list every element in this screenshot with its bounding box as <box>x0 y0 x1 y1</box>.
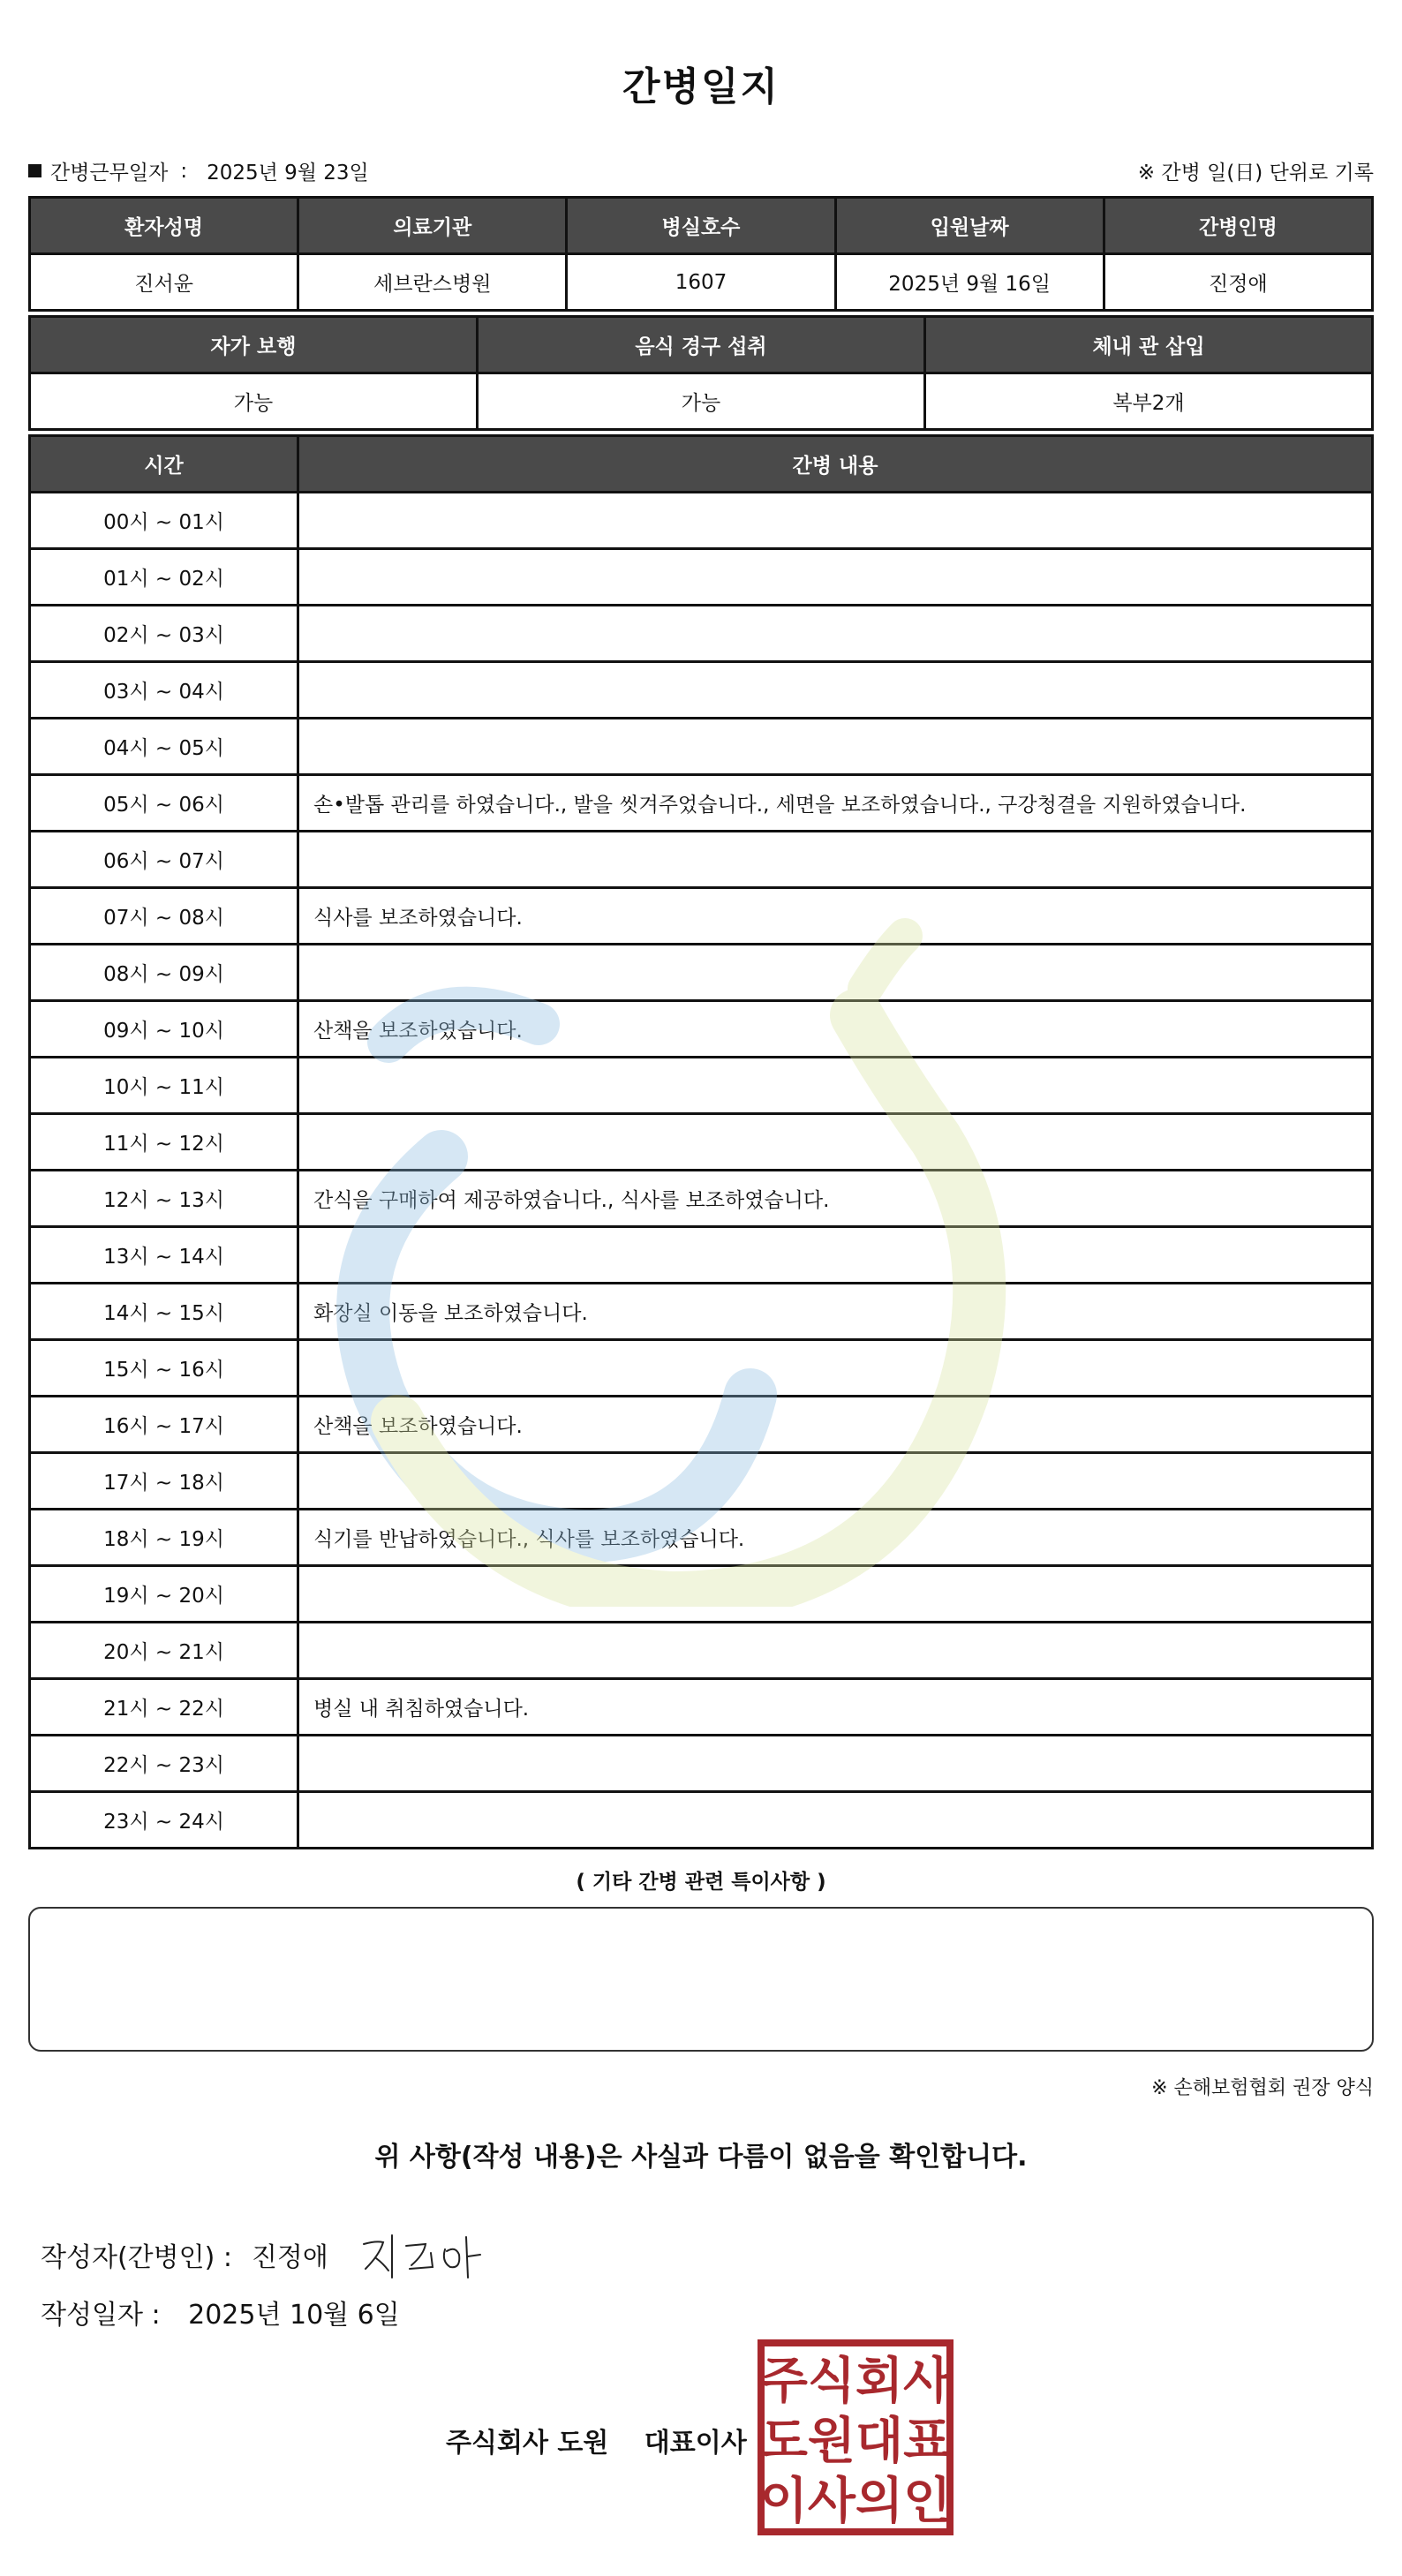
care-content: 손•발톱 관리를 하였습니다., 발을 씻겨주었습니다., 세면을 보조하였습니다., 구강청결을 지원하였습니다. <box>298 775 1373 832</box>
time-slot: 20시 ~ 21시 <box>30 1623 298 1679</box>
time-slot: 22시 ~ 23시 <box>30 1736 298 1792</box>
header-patient-name: 환자성명 <box>30 198 298 254</box>
writer-row <box>41 2228 507 2281</box>
time-slot: 16시 ~ 17시 <box>30 1397 298 1453</box>
care-content <box>298 1736 1373 1792</box>
patient-info-table <box>28 196 1374 312</box>
time-slot: 07시 ~ 08시 <box>30 888 298 945</box>
care-content <box>298 1623 1373 1679</box>
time-slot: 05시 ~ 06시 <box>30 775 298 832</box>
caregiver-name: 진정애 <box>1104 254 1372 311</box>
care-content <box>298 606 1373 662</box>
table-row <box>30 493 1373 549</box>
header-care-content: 간병 내용 <box>298 436 1373 493</box>
duty-date-value: 2025년 9월 23일 <box>207 162 369 185</box>
table-row <box>30 1171 1373 1227</box>
care-content <box>298 493 1373 549</box>
table-row <box>30 888 1373 945</box>
care-content <box>298 1227 1373 1284</box>
table-row <box>30 662 1373 719</box>
patient-header-row <box>30 198 1373 254</box>
time-slot: 11시 ~ 12시 <box>30 1114 298 1171</box>
svg-text:주식회사: 주식회사 <box>759 2353 952 2410</box>
time-slot: 02시 ~ 03시 <box>30 606 298 662</box>
company-seal-icon <box>758 2339 954 2535</box>
duty-date-label: 간병근무일자 <box>50 162 169 185</box>
log-body <box>30 493 1373 1849</box>
time-slot: 14시 ~ 15시 <box>30 1284 298 1340</box>
time-slot: 06시 ~ 07시 <box>30 832 298 888</box>
care-content: 병실 내 취침하였습니다. <box>298 1679 1373 1736</box>
duty-date-row <box>28 156 369 185</box>
status-value-row <box>30 373 1373 430</box>
header-oral-intake: 음식 경구 섭취 <box>478 317 925 373</box>
care-content <box>298 1114 1373 1171</box>
table-row <box>30 1227 1373 1284</box>
square-bullet-icon <box>28 164 41 177</box>
time-slot: 12시 ~ 13시 <box>30 1171 298 1227</box>
table-row <box>30 1340 1373 1397</box>
care-content <box>298 1340 1373 1397</box>
header-tube-insertion: 체내 관 삽입 <box>925 317 1373 373</box>
unit-note: ※ 간병 일(日) 단위로 기록 <box>1137 162 1374 185</box>
care-content <box>298 832 1373 888</box>
svg-text:도원대표: 도원대표 <box>759 2413 952 2470</box>
svg-text:이사의인: 이사의인 <box>759 2473 952 2530</box>
table-row <box>30 1001 1373 1058</box>
care-content: 간식을 구매하여 제공하였습니다., 식사를 보조하였습니다. <box>298 1171 1373 1227</box>
care-content: 식사를 보조하였습니다. <box>298 888 1373 945</box>
patient-name: 진서윤 <box>30 254 298 311</box>
patient-value-row <box>30 254 1373 311</box>
care-content: 화장실 이동을 보조하였습니다. <box>298 1284 1373 1340</box>
log-header-row <box>30 436 1373 493</box>
table-row <box>30 1623 1373 1679</box>
care-content <box>298 1453 1373 1510</box>
time-slot: 09시 ~ 10시 <box>30 1001 298 1058</box>
time-slot: 13시 ~ 14시 <box>30 1227 298 1284</box>
header-caregiver-name: 간병인명 <box>1104 198 1372 254</box>
table-row <box>30 1453 1373 1510</box>
room-number: 1607 <box>567 254 835 311</box>
confirmation-statement: 위 사항(작성 내용)은 사실과 다름이 없음을 확인합니다. <box>374 2142 1028 2173</box>
table-row <box>30 1736 1373 1792</box>
table-row <box>30 1058 1373 1114</box>
time-slot: 04시 ~ 05시 <box>30 719 298 775</box>
time-slot: 19시 ~ 20시 <box>30 1566 298 1623</box>
notes-box <box>28 1907 1374 2052</box>
table-row <box>30 832 1373 888</box>
walking-status: 가능 <box>30 373 478 430</box>
company-name: 주식회사 도원 <box>446 2428 609 2459</box>
care-content <box>298 549 1373 606</box>
header-hospital: 의료기관 <box>298 198 567 254</box>
document-title: 간병일지 <box>622 64 780 109</box>
handwritten-signature-icon <box>357 2228 507 2281</box>
table-row <box>30 1284 1373 1340</box>
time-slot: 17시 ~ 18시 <box>30 1453 298 1510</box>
writer-label: 작성자(간병인) : <box>41 2242 232 2273</box>
table-row <box>30 1566 1373 1623</box>
table-row <box>30 1397 1373 1453</box>
care-content: 식기를 반납하였습니다., 식사를 보조하였습니다. <box>298 1510 1373 1566</box>
notes-title: ( 기타 간병 관련 특이사항 ) <box>576 1871 826 1894</box>
admission-date: 2025년 9월 16일 <box>835 254 1104 311</box>
care-content <box>298 1792 1373 1849</box>
table-row <box>30 549 1373 606</box>
company-signature-line <box>446 2421 747 2459</box>
table-row <box>30 1510 1373 1566</box>
time-slot: 00시 ~ 01시 <box>30 493 298 549</box>
time-slot: 08시 ~ 09시 <box>30 945 298 1001</box>
patient-status-table <box>28 315 1374 431</box>
duty-date-colon: : <box>180 159 188 183</box>
writer-name: 진정애 <box>251 2242 328 2273</box>
table-row <box>30 775 1373 832</box>
table-row <box>30 945 1373 1001</box>
care-content <box>298 662 1373 719</box>
time-slot: 18시 ~ 19시 <box>30 1510 298 1566</box>
company-representative: 대표이사 <box>644 2428 747 2459</box>
header-admission-date: 입원날짜 <box>835 198 1104 254</box>
header-time: 시간 <box>30 436 298 493</box>
time-slot: 15시 ~ 16시 <box>30 1340 298 1397</box>
care-content <box>298 719 1373 775</box>
written-date-value: 2025년 10월 6일 <box>188 2300 400 2331</box>
hospital-name: 세브란스병원 <box>298 254 567 311</box>
status-header-row <box>30 317 1373 373</box>
table-row <box>30 719 1373 775</box>
table-row <box>30 1792 1373 1849</box>
written-date-row <box>41 2293 400 2331</box>
care-log-table <box>28 434 1374 1849</box>
written-date-label: 작성일자 : <box>41 2300 161 2331</box>
table-row <box>30 606 1373 662</box>
form-source-note: ※ 손해보험협회 권장 양식 <box>1151 2077 1374 2099</box>
header-room-number: 병실호수 <box>567 198 835 254</box>
time-slot: 10시 ~ 11시 <box>30 1058 298 1114</box>
oral-intake-status: 가능 <box>478 373 925 430</box>
care-content <box>298 1566 1373 1623</box>
care-content: 산책을 보조하였습니다. <box>298 1397 1373 1453</box>
care-content <box>298 1058 1373 1114</box>
time-slot: 03시 ~ 04시 <box>30 662 298 719</box>
time-slot: 01시 ~ 02시 <box>30 549 298 606</box>
care-content: 산책을 보조하였습니다. <box>298 1001 1373 1058</box>
time-slot: 23시 ~ 24시 <box>30 1792 298 1849</box>
tube-insertion-status: 복부2개 <box>925 373 1373 430</box>
care-content <box>298 945 1373 1001</box>
header-walking: 자가 보행 <box>30 317 478 373</box>
table-row <box>30 1114 1373 1171</box>
table-row <box>30 1679 1373 1736</box>
time-slot: 21시 ~ 22시 <box>30 1679 298 1736</box>
